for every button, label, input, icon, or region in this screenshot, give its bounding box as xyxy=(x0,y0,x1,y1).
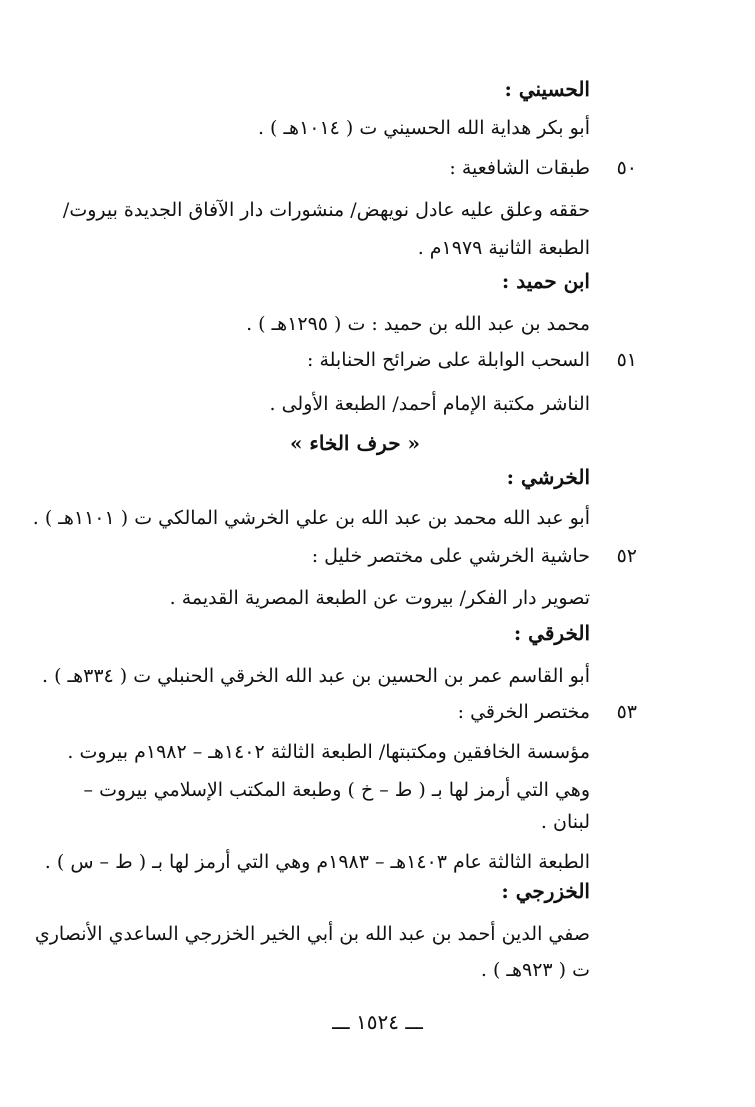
heading-khiraqi: الخرقي : xyxy=(513,621,590,645)
text-line: مؤسسة الخافقين ومكتبتها/ الطبعة الثالثة ١٤٠٢هـ – ١٩٨٢م بيروت . xyxy=(67,741,590,763)
text-line: الطبعة الثالثة عام ١٤٠٣هـ – ١٩٨٣م وهي التي أرمز لها بـ ( ط – س ) . xyxy=(44,851,590,873)
text-line: وهي التي أرمز لها بـ ( ط – خ ) وطبعة المكتب الإسلامي بيروت – xyxy=(83,779,590,801)
title-suhub-wabila: السحب الوابلة على ضرائح الحنابلة : xyxy=(307,349,590,371)
text-line: الطبعة الثانية ١٩٧٩م . xyxy=(417,237,590,259)
title-hashiya-kharashi: حاشية الخرشي على مختصر خليل : xyxy=(311,545,590,567)
text-line: أبو بكر هداية الله الحسيني ت ( ١٠١٤هـ ) . xyxy=(257,117,590,139)
title-mukhtasar-khiraqi: مختصر الخرقي : xyxy=(457,701,590,723)
page-number: ـــ ١٥٢٤ ـــ xyxy=(332,1010,423,1034)
title-tabaqat-shafiiya: طبقات الشافعية : xyxy=(449,157,590,179)
text-line: حققه وعلق عليه عادل نويهض/ منشورات دار الآفاق الجديدة بيروت/ xyxy=(62,199,590,221)
heading-kharashi: الخرشي : xyxy=(506,465,590,489)
text-line: أبو عبد الله محمد بن عبد الله بن علي الخرشي المالكي ت ( ١١٠١هـ ) . xyxy=(32,507,590,529)
entry-number-50: ٥٠ xyxy=(616,157,637,179)
entry-number-51: ٥١ xyxy=(616,349,637,371)
text-line: تصوير دار الفكر/ بيروت عن الطبعة المصرية القديمة . xyxy=(169,587,590,609)
entry-number-53: ٥٣ xyxy=(616,701,637,723)
heading-khazraji: الخزرجي : xyxy=(501,879,590,903)
text-line: صفي الدين أحمد بن عبد الله بن أبي الخير الخزرجي الساعدي الأنصاري xyxy=(34,923,590,945)
text-line: محمد بن عبد الله بن حميد : ت ( ١٢٩٥هـ ) . xyxy=(246,313,590,335)
heading-ibn-humaid: ابن حميد : xyxy=(501,269,590,293)
section-heading-haraf-khaa: « حرف الخاء » xyxy=(289,431,421,455)
text-line: الناشر مكتبة الإمام أحمد/ الطبعة الأولى . xyxy=(269,393,590,415)
heading-husseini: الحسيني : xyxy=(504,77,590,101)
text-line: ت ( ٩٢٣هـ ) . xyxy=(480,959,590,981)
text-line: أبو القاسم عمر بن الحسين بن عبد الله الخرقي الحنبلي ت ( ٣٣٤هـ ) . xyxy=(42,665,590,687)
entry-number-52: ٥٢ xyxy=(616,545,637,567)
text-line: لبنان . xyxy=(540,811,590,833)
